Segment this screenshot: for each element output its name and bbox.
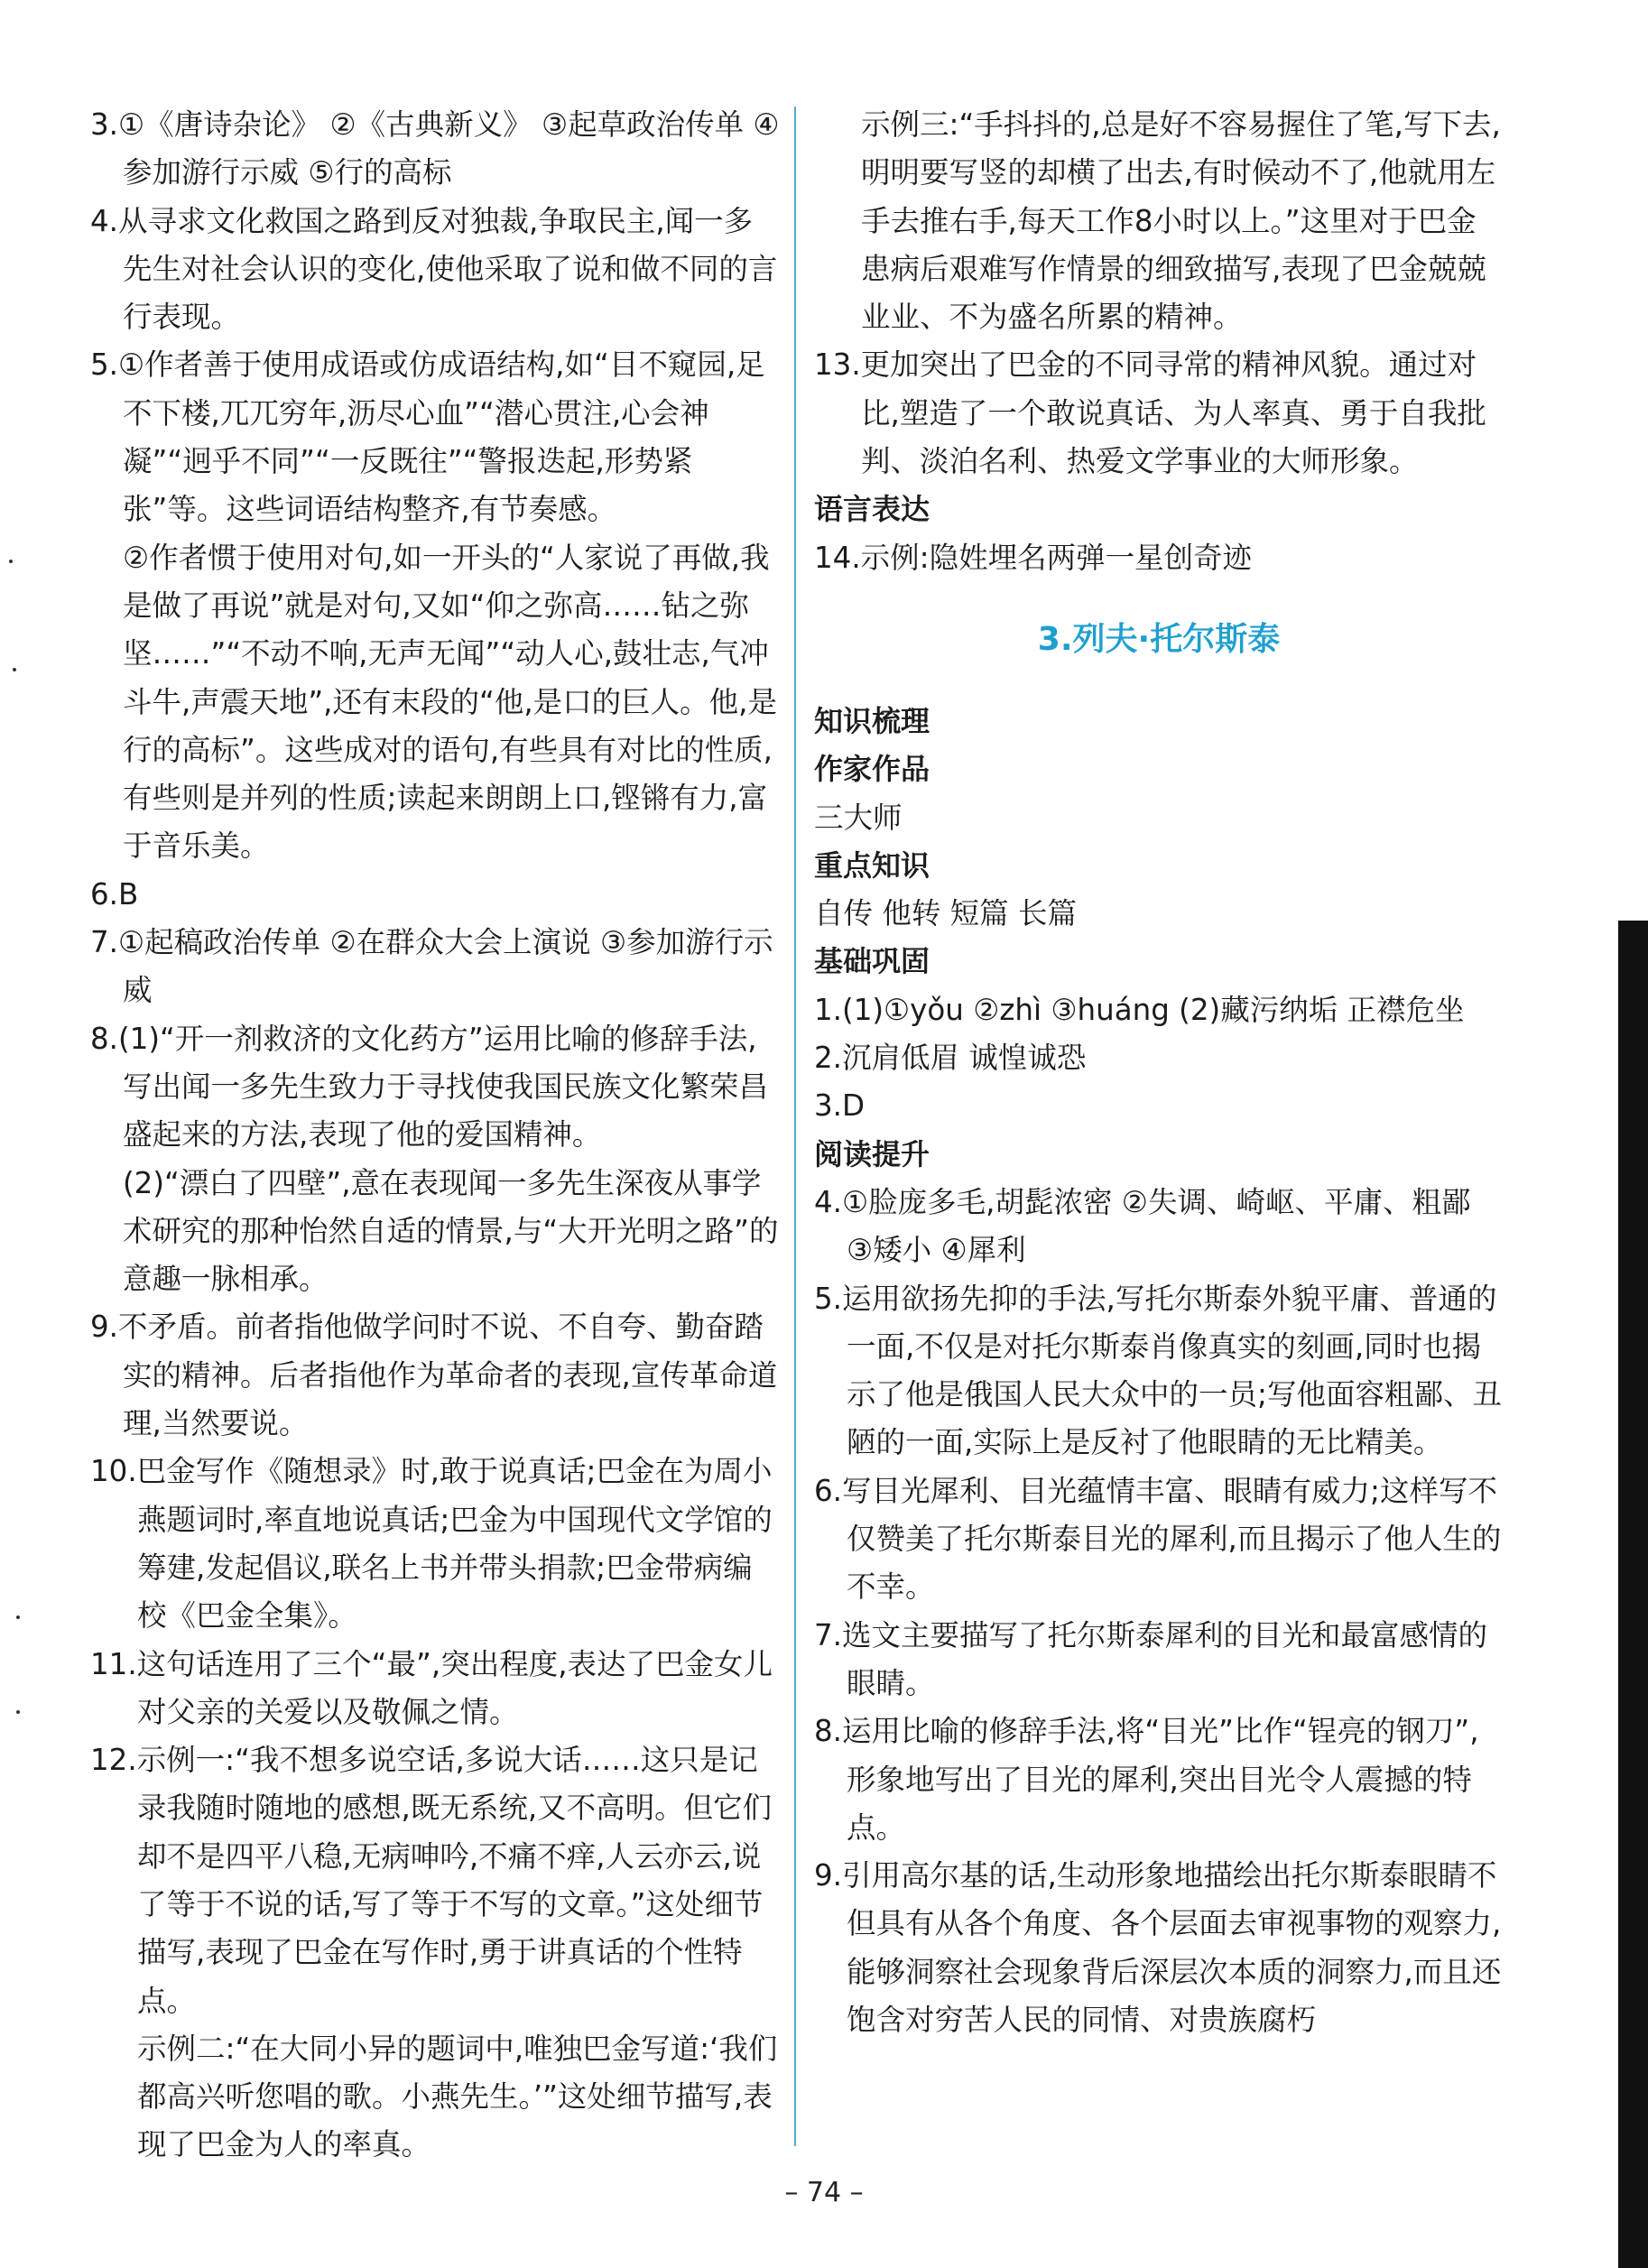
answer-item: 13.更加突出了巴金的不同寻常的精神风貌。通过对比,塑造了一个敢说真话、为人率真、勇于自我批判、淡泊名利、热爱文学事业的大师形象。 [814, 347, 1486, 479]
answer-item: 14.示例:隐姓埋名两弹一星创奇迹 [814, 540, 1253, 575]
answer-item: 3.D [814, 1088, 866, 1124]
answer-item: 8.运用比喻的修辞手法,将“目光”比作“锃亮的钢刀”,形象地写出了目光的犀利,突出目光令人震撼的特点。 [814, 1714, 1479, 1845]
answer-item: 7.选文主要描写了托尔斯泰犀利的目光和最富感情的眼睛。 [814, 1617, 1488, 1700]
answer-item: 5.①作者善于使用成语或仿成语结构,如“目不窥园,足不下楼,兀兀穷年,沥尽心血”“潜心贯注,心会神凝”“迥乎不同”“一反既往”“警报迭起,形势紧张”等。这些词语结构整齐,有节奏感。 [90, 347, 765, 527]
answer-item: 示例二:“在大同小异的题词中,唯独巴金写道:‘我们都高兴听您唱的歌。小燕先生。’”这处细节描写,表现了巴金为人的率真。 [137, 2031, 778, 2162]
chapter-title: 3.列夫·托尔斯泰 [1037, 620, 1281, 658]
answer-item: 6.B [90, 876, 139, 912]
answer-item: ②作者惯于使用对句,如一开头的“人家说了再做,我是做了再说”就是对句,又如“仰之弥高……钻之弥坚……”“不动不响,无声无闻”“动人心,鼓壮志,气冲斗牛,声震天地”,还有末段的“他,是口的巨人。他,是行的高标”。这些成对的语句,有些具有对比的性质,有些则是并列的性质;读起来朗朗上口,铿锵有力,富于音乐美。 [123, 540, 777, 864]
scan-speck [13, 668, 16, 671]
right-column [814, 101, 1504, 2044]
section-heading: 基础巩固 [814, 944, 930, 979]
answer-item: 1.(1)①yǒu ②zhì ③huáng (2)藏污纳垢 正襟危坐 [814, 992, 1465, 1027]
answer-item: 9.不矛盾。前者指他做学问时不说、不自夸、勤奋踏实的精神。后者指他作为革命者的表现,宣传革命道理,当然要说。 [90, 1310, 778, 1441]
column-divider [794, 106, 796, 2146]
section-heading: 知识梳理 [814, 703, 930, 738]
answer-item: 12.示例一:“我不想多说空话,多说大话……这只是记录我随时随地的感想,既无系统,又不高明。但它们却不是四平八稳,无病呻吟,不痛不痒,人云亦云,说了等于不说的话,写了等于不写的文章。”这处细节描写,表现了巴金在写作时,勇于讲真话的个性特点。 [90, 1743, 773, 2018]
answer-item: 5.运用欲扬先抑的手法,写托尔斯泰外貌平庸、普通的一面,不仅是对托尔斯泰肖像真实的刻画,同时也揭示了他是俄国人民大众中的一员;写他面容粗鄙、丑陋的一面,实际上是反衬了他眼睛的无比精美。 [814, 1281, 1502, 1460]
answer-item: 8.(1)“开一剂救济的文化药方”运用比喻的修辞手法,写出闻一多先生致力于寻找使我国民族文化繁荣昌盛起来的方法,表现了他的爱国精神。 [90, 1021, 769, 1153]
answer-item: 11.这句话连用了三个“最”,突出程度,表达了巴金女儿对父亲的关爱以及敬佩之情。 [90, 1646, 773, 1729]
section-heading: 语言表达 [814, 492, 930, 527]
answer-item: 3.①《唐诗杂论》 ②《古典新义》 ③起草政治传单 ④参加游行示威 ⑤行的高标 [90, 107, 780, 190]
section-heading: 阅读提升 [814, 1136, 930, 1171]
section-heading: 重点知识 [814, 847, 930, 883]
answer-item: (2)“漂白了四壁”,意在表现闻一多先生深夜从事学术研究的那种怡然自适的情景,与“大开光明之路”的意趣一脉相承。 [123, 1165, 779, 1297]
answer-item: 4.从寻求文化救国之路到反对独裁,争取民主,闻一多先生对社会认识的变化,使他采取了说和做不同的言行表现。 [90, 203, 778, 335]
left-column [90, 101, 780, 2170]
scan-speck [16, 1615, 20, 1619]
answer-item: 7.①起稿政治传单 ②在群众大会上演说 ③参加游行示威 [90, 925, 773, 1008]
answer-item: 2.沉肩低眉 诚惶诚恐 [814, 1041, 1087, 1076]
scan-edge-shadow [1618, 921, 1648, 2268]
scan-speck [9, 560, 13, 563]
answer-item: 10.巴金写作《随想录》时,敢于说真话;巴金在为周小燕题词时,率直地说真话;巴金为中国现代文学馆的筹建,发起倡议,联名上书并带头捐款;巴金带病编校《巴金全集》。 [90, 1454, 773, 1634]
answer-item: 4.①脸庞多毛,胡髭浓密 ②失调、崎岖、平庸、粗鄙 ③矮小 ④犀利 [814, 1184, 1471, 1268]
answer-item: 6.写目光犀利、目光蕴情丰富、眼睛有威力;这样写不仅赞美了托尔斯泰目光的犀利,而且揭示了他人生的不幸。 [814, 1473, 1502, 1605]
answer-text: 自传 他转 短篇 长篇 [814, 896, 1077, 931]
answer-item: 示例三:“手抖抖的,总是好不容易握住了笔,写下去,明明要写竖的却横了出去,有时候动不了,他就用左手去推右手,每天工作8小时以上。”这里对于巴金患病后艰难写作情景的细致描写,表现了巴金兢兢业业、不为盛名所累的精神。 [861, 107, 1501, 335]
scan-speck [16, 1710, 20, 1714]
answer-item: 9.引用高尔基的话,生动形象地描绘出托尔斯泰眼睛不但具有从各个角度、各个层面去审视事物的观察力,能够洞察社会现象背后深层次本质的洞察力,而且还饱含对穷苦人民的同情、对贵族腐朽 [814, 1858, 1502, 2037]
answer-text: 三大师 [814, 800, 903, 835]
section-heading: 作家作品 [814, 752, 930, 787]
page-number: – 74 – [784, 2177, 864, 2208]
